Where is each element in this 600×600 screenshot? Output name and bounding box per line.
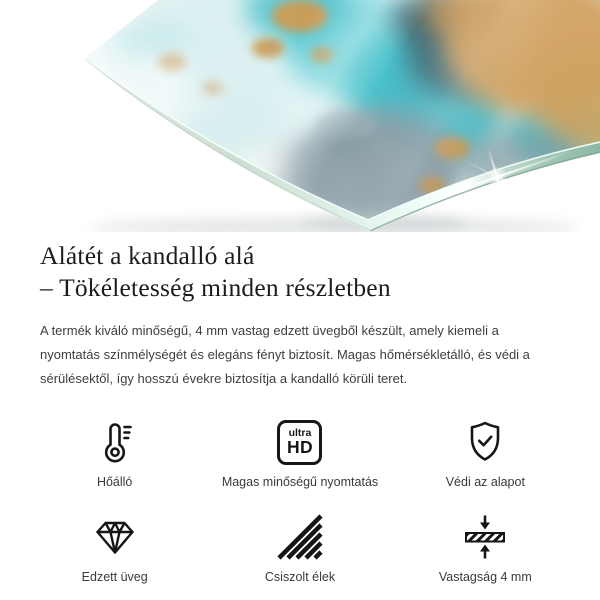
thickness-icon (461, 511, 509, 563)
feature-tempered-glass (22, 511, 207, 584)
feature-label: Vastagság 4 mm (438, 570, 532, 584)
feature-label: Hőálló (96, 475, 133, 489)
feature-label: Csiszolt élek (264, 570, 336, 584)
feature-protects-base (393, 416, 578, 489)
ultra-hd-text-top: ultra (288, 427, 312, 439)
shield-check-icon (461, 416, 509, 468)
thermometer-icon (91, 416, 139, 468)
page-title (40, 240, 560, 304)
feature-thickness (393, 511, 578, 584)
diamond-icon (91, 511, 139, 563)
ultra-hd-icon (277, 416, 322, 468)
feature-label: Magas minőségű nyomtatás (221, 475, 379, 489)
title-line-1: Alátét a kandalló alá (40, 241, 255, 270)
feature-label: Védi az alapot (445, 475, 525, 489)
feature-grid (22, 416, 578, 584)
product-image (0, 0, 600, 232)
product-description: A termék kiváló minőségű, 4 mm vastag edzett üvegből készült, amely kiemeli a nyomtatás színmélységét és elegáns fényt biztosít. Magas hőmérsékletálló, és védi a sérülésektől, így hosszú évekre biztosítja a kandalló körüli teret. (40, 323, 530, 386)
glass-shadow (90, 215, 580, 232)
glass-panel-image (0, 0, 600, 232)
polished-edges-icon (276, 511, 324, 563)
title-line-2: – Tökéletesség minden részletben (40, 273, 391, 302)
feature-polished-edges (207, 511, 392, 584)
feature-high-quality-print (207, 416, 392, 489)
feature-label: Edzett üveg (81, 570, 148, 584)
feature-heat-resistant (22, 416, 207, 489)
ultra-hd-text-bottom: HD (286, 437, 314, 457)
